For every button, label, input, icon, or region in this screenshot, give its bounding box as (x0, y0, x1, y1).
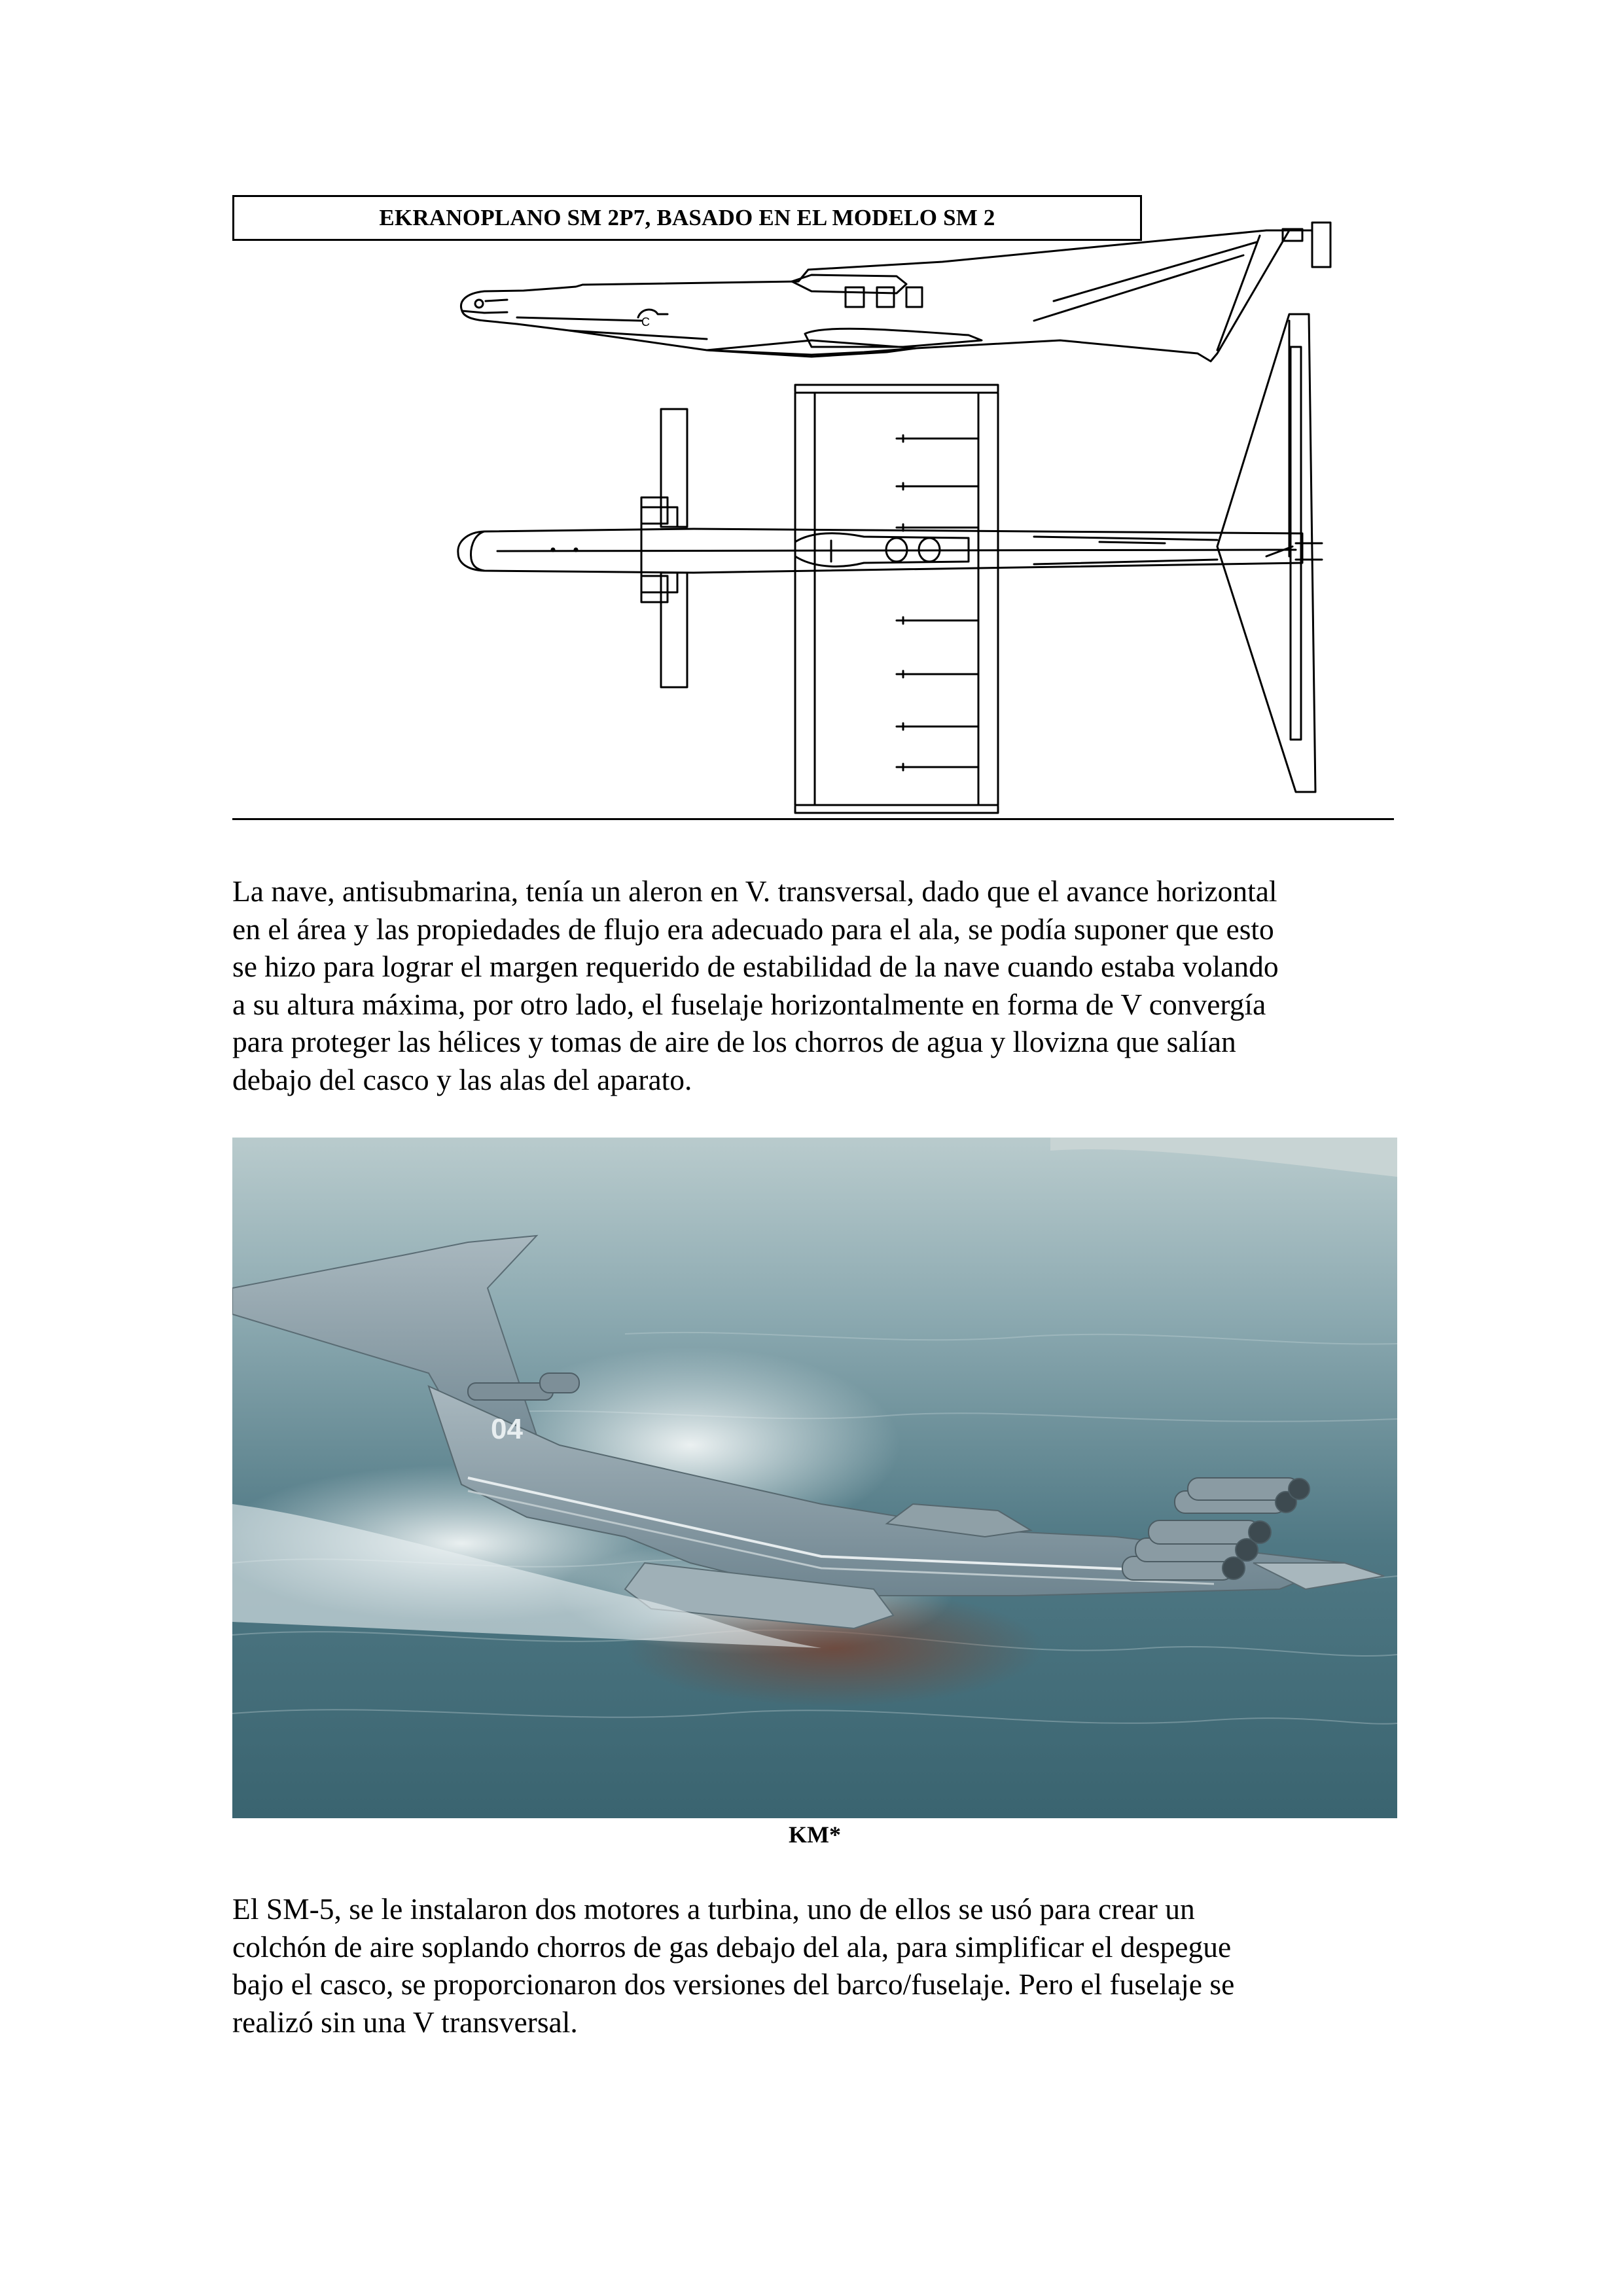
paragraph-1-line: debajo del casco y las alas del aparato. (232, 1062, 692, 1096)
side-view (461, 223, 1330, 361)
paragraph-1-line: La nave, antisubmarina, tenía un aleron en V. transversal, dado que el avance horizontal (232, 874, 1277, 908)
paragraph-1-line: para proteger las hélices y tomas de aire de los chorros de agua y llovizna que salían (232, 1025, 1236, 1058)
paragraph-1 (232, 872, 1404, 1098)
ekranoplan-line-drawing (445, 216, 1400, 815)
page-title: EKRANOPLANO SM 2P7, BASADO EN EL MODELO SM 2 (232, 195, 1142, 241)
section-divider (232, 818, 1394, 820)
paragraph-2-line: colchón de aire soplando chorros de gas debajo del ala, para simplificar el despegue (232, 1929, 1232, 1964)
paragraph-1-line: se hizo para lograr el margen requerido de estabilidad de la nave cuando estaba volando (232, 950, 1279, 983)
side-marking: C (641, 315, 650, 329)
hull-number: 04 (491, 1413, 523, 1445)
paragraph-1-line: a su altura máxima, por otro lado, el fuselaje horizontalmente en forma de V convergía (232, 987, 1266, 1021)
top-view (458, 314, 1322, 813)
paragraph-2 (232, 1890, 1404, 2041)
paragraph-2-line: realizó sin una V transversal. (232, 2005, 578, 2039)
paragraph-2-line: El SM-5, se le instalaron dos motores a turbina, uno de ellos se usó para crear un (232, 1892, 1195, 1926)
paragraph-1-line: en el área y las propiedades de flujo era adecuado para el ala, se podía suponer que esto (232, 912, 1274, 946)
ekranoplan-photo (232, 1138, 1397, 1818)
photo-caption: KM* (789, 1821, 841, 1848)
paragraph-2-line: bajo el casco, se proporcionaron dos versiones del barco/fuselaje. Pero el fuselaje se (232, 1967, 1235, 2001)
